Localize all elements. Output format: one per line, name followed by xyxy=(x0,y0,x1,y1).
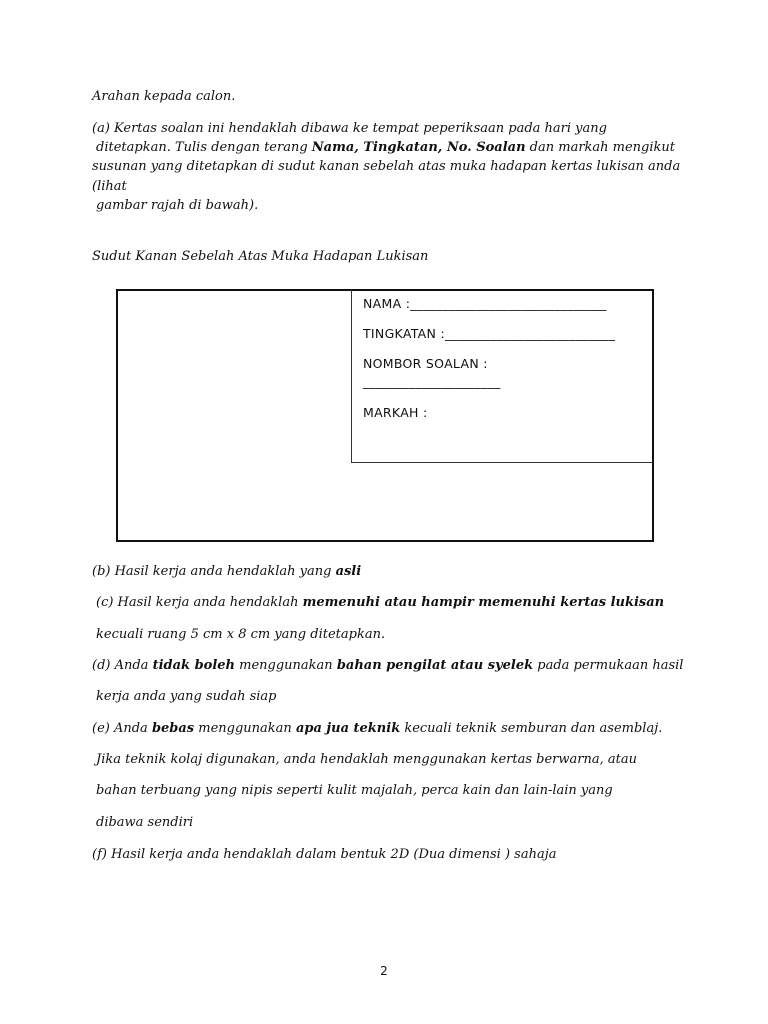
instruction-a-line2-post: dan markah mengikut xyxy=(525,140,676,155)
field-tingkatan: TINGKATAN :__________________________ xyxy=(363,326,616,341)
field-nama: NAMA :______________________________ xyxy=(363,296,607,311)
instruction-d-mid: menggunakan xyxy=(235,658,337,673)
instruction-e-post: kecuali teknik semburan dan asemblaj. xyxy=(400,721,663,736)
instruction-c-bold: memenuhi atau hampir memenuhi kertas lukisan xyxy=(302,595,665,610)
instruction-d-post: pada permukaan hasil xyxy=(533,658,684,673)
instruction-d-bold1: tidak boleh xyxy=(152,658,235,673)
instruction-e-mid: menggunakan xyxy=(194,721,296,736)
instruction-a-line1: (a) Kertas soalan ini hendaklah dibawa ke tempat peperiksaan pada hari yang xyxy=(92,121,607,136)
instruction-a-line4: (lihat xyxy=(92,179,127,194)
box-caption: Sudut Kanan Sebelah Atas Muka Hadapan Lukisan xyxy=(92,249,429,264)
instruction-e-line4: dibawa sendiri xyxy=(96,815,194,830)
field-markah: MARKAH : xyxy=(363,405,428,420)
instruction-a-bold: Nama, Tingkatan, No. Soalan xyxy=(311,140,526,155)
field-nombor-soalan-line: _____________________ xyxy=(363,374,501,389)
instruction-b-bold: asli xyxy=(335,564,362,579)
instruction-d-pre: (d) Anda xyxy=(92,658,153,673)
instruction-d-line1 xyxy=(92,656,683,675)
instruction-f: (f) Hasil kerja anda hendaklah dalam bentuk 2D (Dua dimensi ) sahaja xyxy=(92,847,557,862)
instruction-a-line2-pre: ditetapkan. Tulis dengan terang xyxy=(96,140,312,155)
instruction-c-line1 xyxy=(96,593,664,612)
instruction-e-line3: bahan terbuang yang nipis seperti kulit majalah, perca kain dan lain-lain yang xyxy=(96,783,613,798)
instruction-a-line2 xyxy=(96,138,675,157)
instruction-e-bold1: bebas xyxy=(151,721,195,736)
label-box-fields xyxy=(351,290,652,463)
instruction-c-pre: (c) Hasil kerja anda hendaklah xyxy=(96,595,303,610)
instruction-e-pre: (e) Anda xyxy=(92,721,152,736)
instruction-e-line1 xyxy=(92,719,662,738)
field-nombor-soalan: NOMBOR SOALAN : xyxy=(363,356,488,371)
instruction-e-line2: Jika teknik kolaj digunakan, anda hendaklah menggunakan kertas berwarna, atau xyxy=(96,752,637,767)
instruction-c-line2: kecuali ruang 5 cm x 8 cm yang ditetapkan. xyxy=(96,627,386,642)
instruction-b-pre: (b) Hasil kerja anda hendaklah yang xyxy=(92,564,336,579)
instruction-a-line5: gambar rajah di bawah). xyxy=(96,198,259,213)
instructions-heading: Arahan kepada calon. xyxy=(92,89,236,104)
label-box xyxy=(116,289,654,542)
instruction-b xyxy=(92,562,361,581)
page-number: 2 xyxy=(380,964,388,978)
instruction-d-line2: kerja anda yang sudah siap xyxy=(96,689,277,704)
instruction-e-bold2: apa jua teknik xyxy=(295,721,401,736)
instruction-d-bold2: bahan pengilat atau syelek xyxy=(336,658,534,673)
instruction-a-line3: susunan yang ditetapkan di sudut kanan sebelah atas muka hadapan kertas lukisan anda xyxy=(92,159,681,174)
